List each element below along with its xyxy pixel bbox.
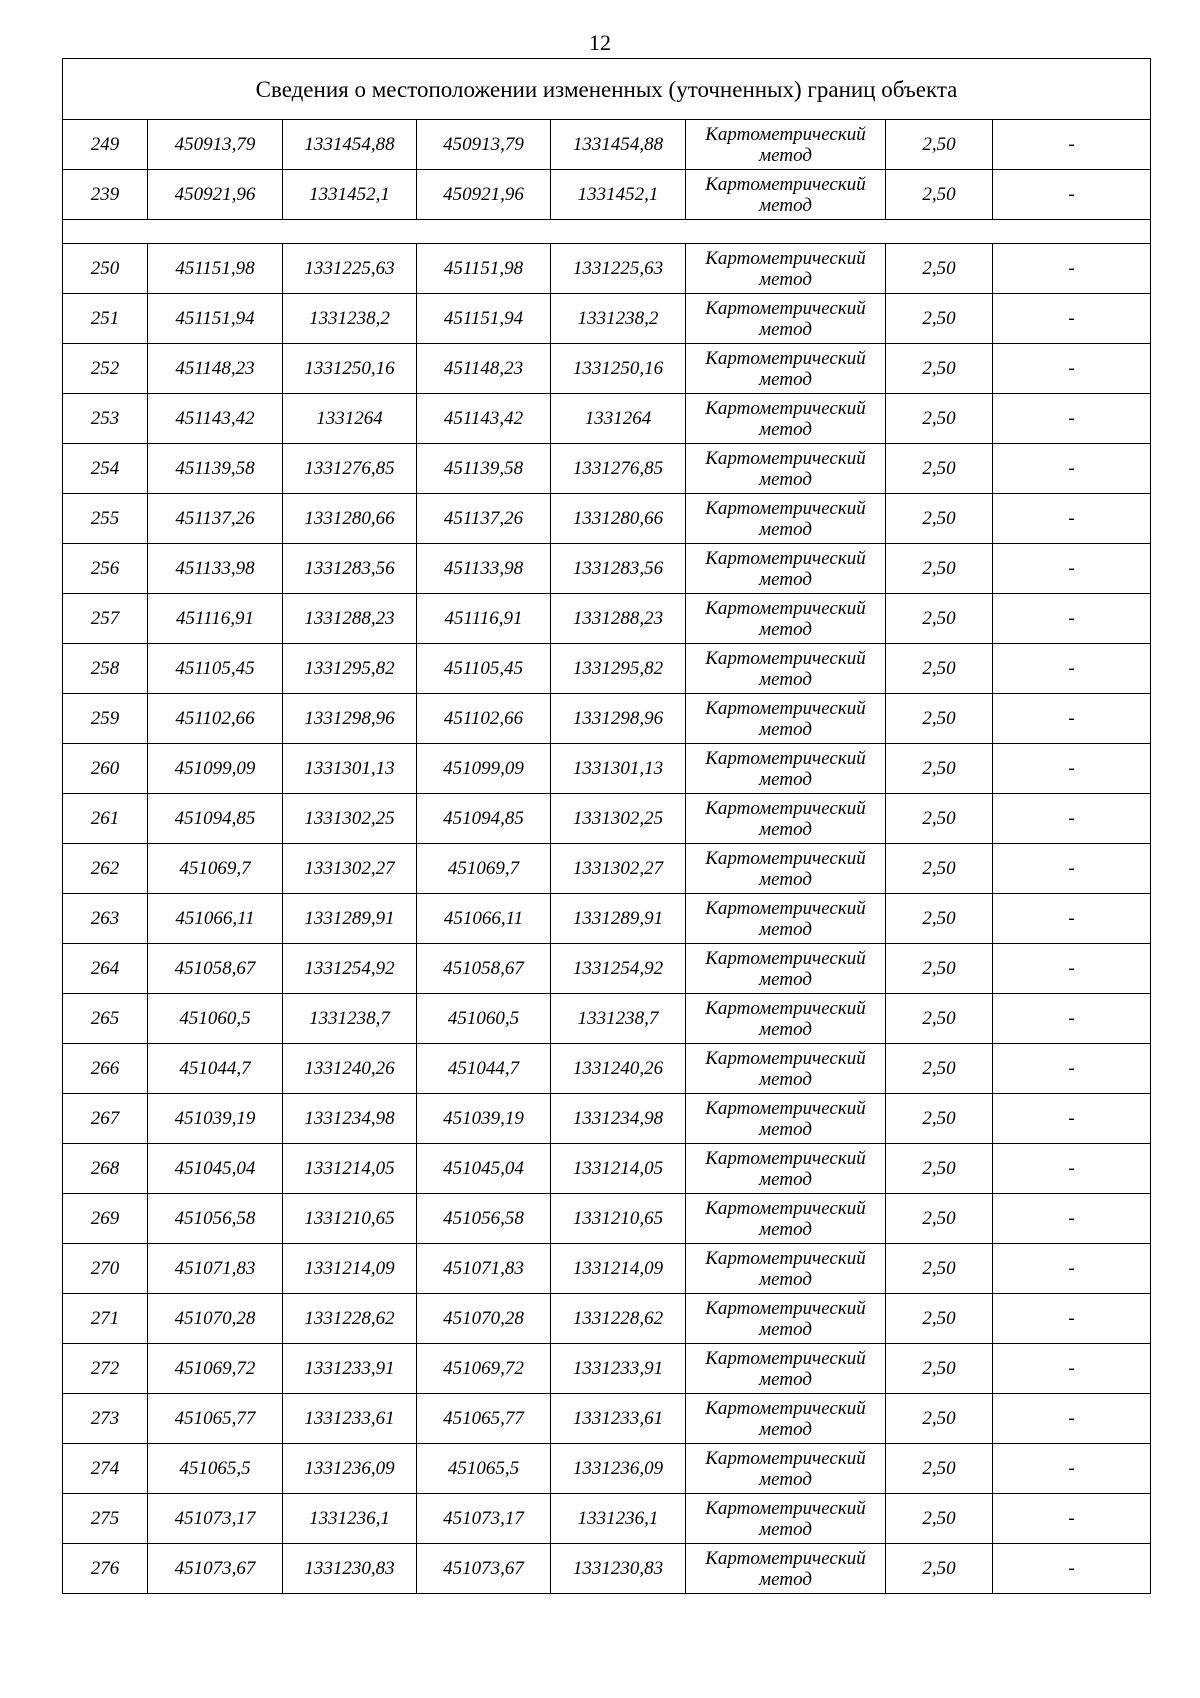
- table-row: [63, 1194, 1151, 1244]
- y-new-cell: 1331301,13: [551, 744, 686, 794]
- x-new-cell: 451073,17: [417, 1494, 551, 1544]
- method-cell: Картометрический метод: [686, 644, 886, 694]
- y-existing-cell: 1331276,85: [283, 444, 417, 494]
- x-existing-cell: 451044,7: [148, 1044, 283, 1094]
- y-existing-cell: 1331288,23: [283, 594, 417, 644]
- y-new-cell: 1331236,09: [551, 1444, 686, 1494]
- separator-cell: [63, 220, 1151, 244]
- point-number-cell: 268: [63, 1144, 148, 1194]
- point-number-cell: 259: [63, 694, 148, 744]
- table-row: [63, 294, 1151, 344]
- table-row: [63, 1144, 1151, 1194]
- x-existing-cell: 450913,79: [148, 120, 283, 170]
- y-new-cell: 1331240,26: [551, 1044, 686, 1094]
- y-existing-cell: 1331210,65: [283, 1194, 417, 1244]
- x-existing-cell: 451073,17: [148, 1494, 283, 1544]
- x-new-cell: 451056,58: [417, 1194, 551, 1244]
- precision-cell: 2,50: [886, 394, 993, 444]
- x-new-cell: 451105,45: [417, 644, 551, 694]
- y-new-cell: 1331280,66: [551, 494, 686, 544]
- table-row: [63, 344, 1151, 394]
- precision-cell: 2,50: [886, 1194, 993, 1244]
- separator-row: [63, 220, 1151, 244]
- precision-cell: 2,50: [886, 544, 993, 594]
- precision-cell: 2,50: [886, 344, 993, 394]
- method-cell: Картометрический метод: [686, 794, 886, 844]
- point-number-cell: 250: [63, 244, 148, 294]
- precision-cell: 2,50: [886, 1144, 993, 1194]
- point-number-cell: 266: [63, 1044, 148, 1094]
- y-existing-cell: 1331236,09: [283, 1444, 417, 1494]
- precision-cell: 2,50: [886, 694, 993, 744]
- x-existing-cell: 451045,04: [148, 1144, 283, 1194]
- x-existing-cell: 451099,09: [148, 744, 283, 794]
- x-existing-cell: 451102,66: [148, 694, 283, 744]
- x-new-cell: 451116,91: [417, 594, 551, 644]
- method-cell: Картометрический метод: [686, 944, 886, 994]
- point-number-cell: 263: [63, 894, 148, 944]
- y-new-cell: 1331254,92: [551, 944, 686, 994]
- x-new-cell: 451069,7: [417, 844, 551, 894]
- point-number-cell: 272: [63, 1344, 148, 1394]
- x-new-cell: 451133,98: [417, 544, 551, 594]
- y-new-cell: 1331238,2: [551, 294, 686, 344]
- table-row: [63, 1544, 1151, 1594]
- x-existing-cell: 451069,7: [148, 844, 283, 894]
- precision-cell: 2,50: [886, 1294, 993, 1344]
- table-row: [63, 744, 1151, 794]
- x-existing-cell: 451143,42: [148, 394, 283, 444]
- y-existing-cell: 1331214,05: [283, 1144, 417, 1194]
- x-new-cell: 451069,72: [417, 1344, 551, 1394]
- method-cell: Картометрический метод: [686, 694, 886, 744]
- table-row: [63, 170, 1151, 220]
- x-existing-cell: 451066,11: [148, 894, 283, 944]
- page-number: 12: [589, 30, 611, 55]
- x-new-cell: 450921,96: [417, 170, 551, 220]
- x-existing-cell: 451069,72: [148, 1344, 283, 1394]
- method-cell: Картометрический метод: [686, 844, 886, 894]
- x-existing-cell: 451065,5: [148, 1444, 283, 1494]
- x-new-cell: 451060,5: [417, 994, 551, 1044]
- description-cell: -: [993, 344, 1151, 394]
- y-existing-cell: 1331240,26: [283, 1044, 417, 1094]
- y-existing-cell: 1331225,63: [283, 244, 417, 294]
- y-existing-cell: 1331298,96: [283, 694, 417, 744]
- y-new-cell: 1331283,56: [551, 544, 686, 594]
- y-existing-cell: 1331233,91: [283, 1344, 417, 1394]
- table-body: [63, 59, 1151, 1594]
- y-existing-cell: 1331214,09: [283, 1244, 417, 1294]
- y-existing-cell: 1331452,1: [283, 170, 417, 220]
- y-existing-cell: 1331283,56: [283, 544, 417, 594]
- x-new-cell: 451044,7: [417, 1044, 551, 1094]
- point-number-cell: 254: [63, 444, 148, 494]
- table-row: [63, 594, 1151, 644]
- point-number-cell: 256: [63, 544, 148, 594]
- description-cell: -: [993, 1144, 1151, 1194]
- table-row: [63, 1344, 1151, 1394]
- precision-cell: 2,50: [886, 594, 993, 644]
- precision-cell: 2,50: [886, 894, 993, 944]
- y-new-cell: 1331302,27: [551, 844, 686, 894]
- x-new-cell: 451045,04: [417, 1144, 551, 1194]
- y-existing-cell: 1331302,25: [283, 794, 417, 844]
- x-existing-cell: 451060,5: [148, 994, 283, 1044]
- method-cell: Картометрический метод: [686, 894, 886, 944]
- y-existing-cell: 1331302,27: [283, 844, 417, 894]
- point-number-cell: 274: [63, 1444, 148, 1494]
- x-new-cell: 451151,98: [417, 244, 551, 294]
- table-title: Сведения о местоположении измененных (уточненных) границ объекта: [63, 59, 1151, 120]
- point-number-cell: 269: [63, 1194, 148, 1244]
- y-new-cell: 1331214,09: [551, 1244, 686, 1294]
- description-cell: -: [993, 1344, 1151, 1394]
- description-cell: -: [993, 170, 1151, 220]
- y-existing-cell: 1331236,1: [283, 1494, 417, 1544]
- description-cell: -: [993, 694, 1151, 744]
- precision-cell: 2,50: [886, 494, 993, 544]
- table-row: [63, 244, 1151, 294]
- precision-cell: 2,50: [886, 994, 993, 1044]
- y-new-cell: 1331210,65: [551, 1194, 686, 1244]
- x-new-cell: 451071,83: [417, 1244, 551, 1294]
- description-cell: -: [993, 1244, 1151, 1294]
- point-number-cell: 239: [63, 170, 148, 220]
- y-existing-cell: 1331295,82: [283, 644, 417, 694]
- precision-cell: 2,50: [886, 294, 993, 344]
- y-new-cell: 1331214,05: [551, 1144, 686, 1194]
- description-cell: -: [993, 1094, 1151, 1144]
- point-number-cell: 275: [63, 1494, 148, 1544]
- table-row: [63, 1394, 1151, 1444]
- table-row: [63, 1494, 1151, 1544]
- x-new-cell: 451099,09: [417, 744, 551, 794]
- method-cell: Картометрический метод: [686, 1294, 886, 1344]
- method-cell: Картометрический метод: [686, 244, 886, 294]
- point-number-cell: 271: [63, 1294, 148, 1344]
- x-existing-cell: 451056,58: [148, 1194, 283, 1244]
- x-new-cell: 451139,58: [417, 444, 551, 494]
- method-cell: Картометрический метод: [686, 1094, 886, 1144]
- precision-cell: 2,50: [886, 1394, 993, 1444]
- point-number-cell: 267: [63, 1094, 148, 1144]
- table-row: [63, 894, 1151, 944]
- point-number-cell: 257: [63, 594, 148, 644]
- y-new-cell: 1331452,1: [551, 170, 686, 220]
- method-cell: Картометрический метод: [686, 1444, 886, 1494]
- table-row: [63, 1444, 1151, 1494]
- precision-cell: 2,50: [886, 1494, 993, 1544]
- precision-cell: 2,50: [886, 170, 993, 220]
- description-cell: -: [993, 1294, 1151, 1344]
- description-cell: -: [993, 494, 1151, 544]
- y-new-cell: 1331236,1: [551, 1494, 686, 1544]
- point-number-cell: 276: [63, 1544, 148, 1594]
- point-number-cell: 261: [63, 794, 148, 844]
- table-row: [63, 444, 1151, 494]
- description-cell: -: [993, 1544, 1151, 1594]
- table-row: [63, 844, 1151, 894]
- table-row: [63, 1294, 1151, 1344]
- x-new-cell: 451065,77: [417, 1394, 551, 1444]
- x-new-cell: 451151,94: [417, 294, 551, 344]
- point-number-cell: 265: [63, 994, 148, 1044]
- method-cell: Картометрический метод: [686, 394, 886, 444]
- y-existing-cell: 1331454,88: [283, 120, 417, 170]
- table-row: [63, 944, 1151, 994]
- x-existing-cell: 451116,91: [148, 594, 283, 644]
- y-existing-cell: 1331301,13: [283, 744, 417, 794]
- method-cell: Картометрический метод: [686, 444, 886, 494]
- y-new-cell: 1331302,25: [551, 794, 686, 844]
- y-new-cell: 1331264: [551, 394, 686, 444]
- method-cell: Картометрический метод: [686, 294, 886, 344]
- y-existing-cell: 1331238,7: [283, 994, 417, 1044]
- point-number-cell: 260: [63, 744, 148, 794]
- precision-cell: 2,50: [886, 244, 993, 294]
- table-title-row: [63, 59, 1151, 120]
- table-row: [63, 1044, 1151, 1094]
- method-cell: Картометрический метод: [686, 1144, 886, 1194]
- precision-cell: 2,50: [886, 120, 993, 170]
- method-cell: Картометрический метод: [686, 544, 886, 594]
- x-new-cell: 451094,85: [417, 794, 551, 844]
- precision-cell: 2,50: [886, 944, 993, 994]
- y-existing-cell: 1331289,91: [283, 894, 417, 944]
- y-existing-cell: 1331234,98: [283, 1094, 417, 1144]
- method-cell: Картометрический метод: [686, 494, 886, 544]
- y-existing-cell: 1331254,92: [283, 944, 417, 994]
- table-row: [63, 544, 1151, 594]
- method-cell: Картометрический метод: [686, 1544, 886, 1594]
- y-existing-cell: 1331264: [283, 394, 417, 444]
- method-cell: Картометрический метод: [686, 170, 886, 220]
- table-row: [63, 394, 1151, 444]
- y-existing-cell: 1331250,16: [283, 344, 417, 394]
- x-new-cell: 451148,23: [417, 344, 551, 394]
- x-existing-cell: 451133,98: [148, 544, 283, 594]
- x-new-cell: 451066,11: [417, 894, 551, 944]
- x-existing-cell: 450921,96: [148, 170, 283, 220]
- method-cell: Картометрический метод: [686, 1344, 886, 1394]
- x-existing-cell: 451151,94: [148, 294, 283, 344]
- description-cell: -: [993, 294, 1151, 344]
- description-cell: -: [993, 594, 1151, 644]
- y-existing-cell: 1331228,62: [283, 1294, 417, 1344]
- table-row: [63, 494, 1151, 544]
- x-existing-cell: 451065,77: [148, 1394, 283, 1444]
- description-cell: -: [993, 444, 1151, 494]
- x-existing-cell: 451071,83: [148, 1244, 283, 1294]
- description-cell: -: [993, 794, 1151, 844]
- table-row: [63, 994, 1151, 1044]
- x-new-cell: 451070,28: [417, 1294, 551, 1344]
- method-cell: Картометрический метод: [686, 1394, 886, 1444]
- y-new-cell: 1331238,7: [551, 994, 686, 1044]
- x-new-cell: 451039,19: [417, 1094, 551, 1144]
- point-number-cell: 262: [63, 844, 148, 894]
- y-new-cell: 1331230,83: [551, 1544, 686, 1594]
- y-new-cell: 1331228,62: [551, 1294, 686, 1344]
- x-new-cell: 451058,67: [417, 944, 551, 994]
- x-existing-cell: 451039,19: [148, 1094, 283, 1144]
- description-cell: -: [993, 394, 1151, 444]
- point-number-cell: 251: [63, 294, 148, 344]
- y-new-cell: 1331298,96: [551, 694, 686, 744]
- y-existing-cell: 1331230,83: [283, 1544, 417, 1594]
- precision-cell: 2,50: [886, 794, 993, 844]
- x-new-cell: 451065,5: [417, 1444, 551, 1494]
- x-existing-cell: 451105,45: [148, 644, 283, 694]
- point-number-cell: 258: [63, 644, 148, 694]
- point-number-cell: 255: [63, 494, 148, 544]
- point-number-cell: 253: [63, 394, 148, 444]
- x-existing-cell: 451094,85: [148, 794, 283, 844]
- y-existing-cell: 1331233,61: [283, 1394, 417, 1444]
- method-cell: Картометрический метод: [686, 744, 886, 794]
- x-existing-cell: 451148,23: [148, 344, 283, 394]
- y-new-cell: 1331289,91: [551, 894, 686, 944]
- method-cell: Картометрический метод: [686, 594, 886, 644]
- table-row: [63, 694, 1151, 744]
- precision-cell: 2,50: [886, 744, 993, 794]
- y-new-cell: 1331288,23: [551, 594, 686, 644]
- description-cell: -: [993, 644, 1151, 694]
- method-cell: Картометрический метод: [686, 994, 886, 1044]
- x-existing-cell: 451058,67: [148, 944, 283, 994]
- x-new-cell: 451102,66: [417, 694, 551, 744]
- description-cell: -: [993, 894, 1151, 944]
- y-new-cell: 1331233,91: [551, 1344, 686, 1394]
- y-existing-cell: 1331280,66: [283, 494, 417, 544]
- table-row: [63, 794, 1151, 844]
- y-new-cell: 1331225,63: [551, 244, 686, 294]
- description-cell: -: [993, 844, 1151, 894]
- precision-cell: 2,50: [886, 1244, 993, 1294]
- point-number-cell: 264: [63, 944, 148, 994]
- coordinates-table: [62, 58, 1151, 1594]
- y-new-cell: 1331250,16: [551, 344, 686, 394]
- table-row: [63, 1094, 1151, 1144]
- precision-cell: 2,50: [886, 1444, 993, 1494]
- point-number-cell: 273: [63, 1394, 148, 1444]
- y-new-cell: 1331454,88: [551, 120, 686, 170]
- method-cell: Картометрический метод: [686, 1244, 886, 1294]
- x-existing-cell: 451139,58: [148, 444, 283, 494]
- precision-cell: 2,50: [886, 1094, 993, 1144]
- point-number-cell: 252: [63, 344, 148, 394]
- description-cell: -: [993, 1444, 1151, 1494]
- x-new-cell: 451143,42: [417, 394, 551, 444]
- description-cell: -: [993, 944, 1151, 994]
- precision-cell: 2,50: [886, 1544, 993, 1594]
- x-existing-cell: 451073,67: [148, 1544, 283, 1594]
- point-number-cell: 270: [63, 1244, 148, 1294]
- y-new-cell: 1331233,61: [551, 1394, 686, 1444]
- method-cell: Картометрический метод: [686, 1044, 886, 1094]
- description-cell: -: [993, 994, 1151, 1044]
- table-row: [63, 644, 1151, 694]
- description-cell: -: [993, 1194, 1151, 1244]
- x-new-cell: 451137,26: [417, 494, 551, 544]
- precision-cell: 2,50: [886, 1344, 993, 1394]
- precision-cell: 2,50: [886, 1044, 993, 1094]
- description-cell: -: [993, 120, 1151, 170]
- y-new-cell: 1331276,85: [551, 444, 686, 494]
- y-new-cell: 1331295,82: [551, 644, 686, 694]
- precision-cell: 2,50: [886, 644, 993, 694]
- point-number-cell: 249: [63, 120, 148, 170]
- description-cell: -: [993, 1394, 1151, 1444]
- precision-cell: 2,50: [886, 844, 993, 894]
- table-row: [63, 1244, 1151, 1294]
- description-cell: -: [993, 1044, 1151, 1094]
- x-new-cell: 450913,79: [417, 120, 551, 170]
- method-cell: Картометрический метод: [686, 120, 886, 170]
- description-cell: -: [993, 244, 1151, 294]
- method-cell: Картометрический метод: [686, 344, 886, 394]
- x-existing-cell: 451137,26: [148, 494, 283, 544]
- description-cell: -: [993, 1494, 1151, 1544]
- y-new-cell: 1331234,98: [551, 1094, 686, 1144]
- method-cell: Картометрический метод: [686, 1194, 886, 1244]
- precision-cell: 2,50: [886, 444, 993, 494]
- y-existing-cell: 1331238,2: [283, 294, 417, 344]
- table-row: [63, 120, 1151, 170]
- x-new-cell: 451073,67: [417, 1544, 551, 1594]
- x-existing-cell: 451070,28: [148, 1294, 283, 1344]
- x-existing-cell: 451151,98: [148, 244, 283, 294]
- description-cell: -: [993, 544, 1151, 594]
- description-cell: -: [993, 744, 1151, 794]
- method-cell: Картометрический метод: [686, 1494, 886, 1544]
